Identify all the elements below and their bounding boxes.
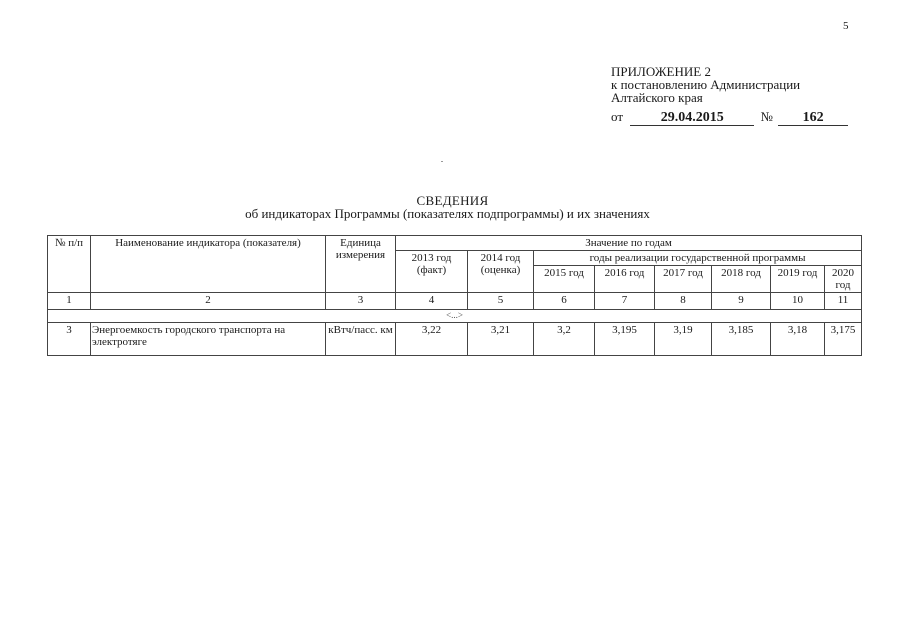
- header-row-1: [48, 236, 862, 251]
- indicators-table: [47, 235, 862, 356]
- page-number: 5: [843, 20, 849, 32]
- header-program-years: годы реализации государственной программы: [534, 251, 862, 266]
- heading-title: СВЕДЕНИЯ: [416, 193, 489, 208]
- column-number: 4: [396, 293, 468, 310]
- column-number: 6: [534, 293, 595, 310]
- header-2016: 2016 год: [595, 266, 655, 293]
- header-num: № п/п: [48, 236, 91, 293]
- column-number: 7: [595, 293, 655, 310]
- header-values-by-year: Значение по годам: [396, 236, 862, 251]
- value-2015: 3,2: [534, 323, 595, 356]
- column-number: 11: [825, 293, 862, 310]
- value-2020: 3,175: [825, 323, 862, 356]
- header-2015: 2015 год: [534, 266, 595, 293]
- value-2016: 3,195: [595, 323, 655, 356]
- row-unit: кВтч/пасс. км: [326, 323, 396, 356]
- column-number: 10: [771, 293, 825, 310]
- column-number: 8: [655, 293, 712, 310]
- appendix-line-2: к постановлению Администрации: [611, 77, 801, 92]
- continuation-mark: <...>: [48, 310, 862, 323]
- header-2020: 2020 год: [825, 266, 862, 293]
- column-number: 2: [91, 293, 326, 310]
- decree-date-line: [611, 109, 848, 126]
- header-2017: 2017 год: [655, 266, 712, 293]
- value-2013: 3,22: [396, 323, 468, 356]
- appendix-header: [611, 65, 800, 104]
- table-row: [48, 323, 862, 356]
- value-2014: 3,21: [468, 323, 534, 356]
- value-2019: 3,18: [771, 323, 825, 356]
- header-2019: 2019 год: [771, 266, 825, 293]
- appendix-title: ПРИЛОЖЕНИЕ 2: [611, 64, 711, 79]
- value-2017: 3,19: [655, 323, 712, 356]
- column-number: 9: [712, 293, 771, 310]
- column-number: 1: [48, 293, 91, 310]
- number-sign: №: [760, 109, 773, 124]
- appendix-line-3: Алтайского края: [611, 90, 703, 105]
- from-label: от: [611, 109, 624, 124]
- scan-speck: [441, 161, 443, 162]
- heading-subtitle: об индикаторах Программы (показателях подпрограммы) и их значениях: [245, 206, 650, 221]
- decree-date: 29.04.2015: [630, 111, 754, 126]
- document-heading: [0, 194, 905, 220]
- column-number: 5: [468, 293, 534, 310]
- decree-number: 162: [778, 111, 848, 126]
- header-2018: 2018 год: [712, 266, 771, 293]
- header-name: Наименование индикатора (показателя): [91, 236, 326, 293]
- value-2018: 3,185: [712, 323, 771, 356]
- row-name: Энергоемкость городского транспорта на электротяге: [91, 323, 326, 356]
- column-number: 3: [326, 293, 396, 310]
- continuation-row: [48, 310, 862, 323]
- header-2013: 2013 год (факт): [396, 251, 468, 293]
- row-num: 3: [48, 323, 91, 356]
- header-unit: Единица измерения: [326, 236, 396, 293]
- column-numbers-row: [48, 293, 862, 310]
- header-2014: 2014 год (оценка): [468, 251, 534, 293]
